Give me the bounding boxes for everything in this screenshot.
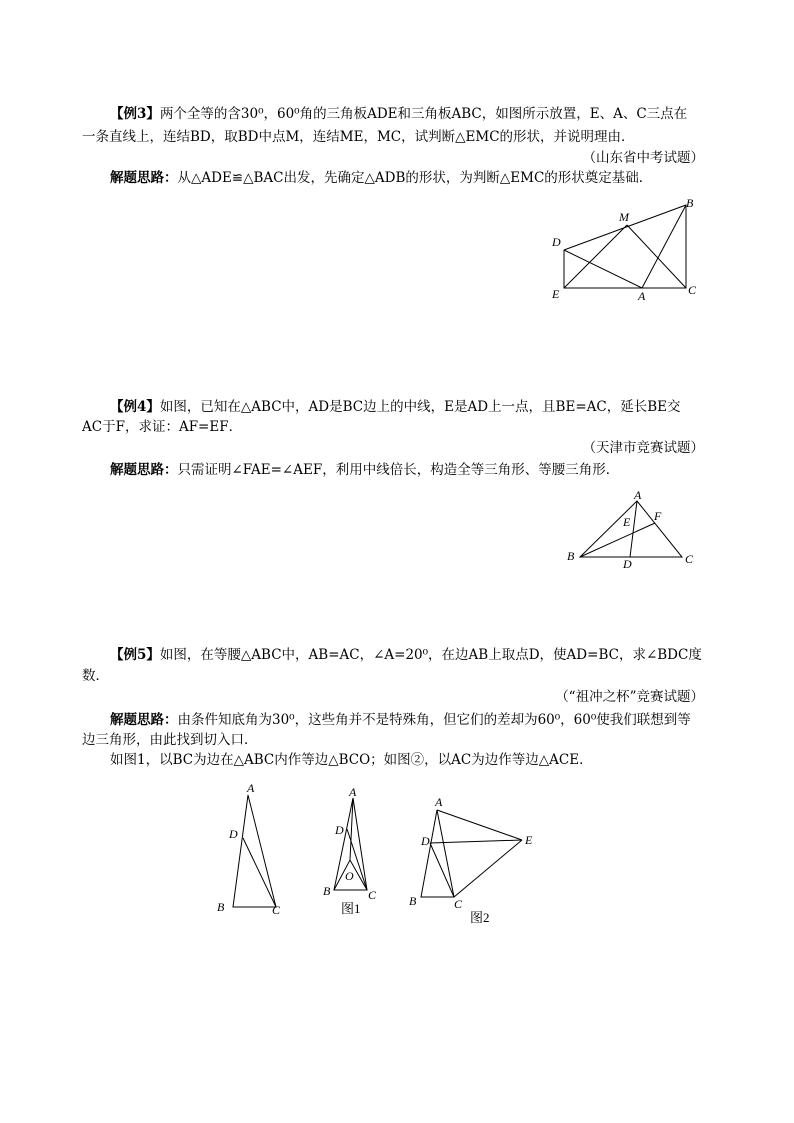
ex5-line1 bbox=[110, 645, 702, 665]
ex5-fig1-caption: 图1 bbox=[341, 901, 361, 916]
ex3-label-A: A bbox=[638, 289, 646, 303]
ex3-hint-text: 从△ADE≌△BAC出发，先确定△ADB的形状，为判断△EMC的形状奠定基础． bbox=[177, 170, 653, 186]
ex3-label: 【例3】 bbox=[110, 106, 160, 122]
ex5-f2-label-D: D bbox=[421, 834, 430, 848]
ex5-figure-2 bbox=[405, 790, 545, 925]
ex5-hint bbox=[110, 710, 691, 730]
ex3-label-B: B bbox=[686, 196, 694, 210]
ex5-figure-1 bbox=[318, 780, 388, 925]
ex5-line2: 数． bbox=[82, 668, 109, 684]
ex5-f1-label-A: A bbox=[349, 785, 357, 799]
ex3-label-C: C bbox=[688, 283, 697, 297]
ex3-line1 bbox=[110, 104, 687, 124]
ex4-label: 【例4】 bbox=[110, 399, 160, 415]
ex5-hint-label: 解题思路： bbox=[110, 712, 178, 728]
ex4-label-F: F bbox=[654, 509, 662, 523]
ex4-text-1: 如图，已知在△ABC中，AD是BC边上的中线，E是AD上一点，且BE=AC，延长BE交 bbox=[159, 399, 681, 415]
ex3-hint-label: 解题思路： bbox=[110, 170, 178, 186]
ex4-hint-text: 只需证明∠FAE=∠AEF，利用中线倍长，构造全等三角形、等腰三角形． bbox=[177, 462, 620, 478]
ex4-label-C: C bbox=[685, 552, 694, 566]
ex4-line1 bbox=[110, 397, 680, 417]
ex5-f0-label-A: A bbox=[247, 781, 255, 795]
ex4-source: （天津市竞赛试题） bbox=[582, 440, 704, 456]
ex5-text-1: 如图，在等腰△ABC中，AB=AC，∠A=20⁰，在边AB上取点D，使AD=BC，求∠BDC度 bbox=[159, 647, 702, 663]
ex5-f0-label-B: B bbox=[217, 900, 225, 914]
ex3-figure bbox=[540, 195, 710, 305]
ex3-label-D: D bbox=[552, 235, 561, 249]
ex5-f1-label-B: B bbox=[323, 884, 331, 898]
ex4-hint-label: 解题思路： bbox=[110, 462, 178, 478]
ex5-f2-label-C: C bbox=[454, 897, 463, 911]
ex4-label-A: A bbox=[634, 488, 642, 502]
ex4-figure bbox=[560, 485, 700, 570]
ex5-source: （“祖冲之杯”竞赛试题） bbox=[555, 689, 704, 705]
ex5-line3: 如图1，以BC为边在△ABC内作等边△BCO；如图②，以AC为边作等边△ACE． bbox=[110, 752, 593, 768]
ex5-f1-label-D: D bbox=[335, 823, 344, 837]
ex5-f2-label-E: E bbox=[525, 833, 533, 847]
ex5-f1-label-C: C bbox=[368, 888, 377, 902]
ex3-text-1: 两个全等的含30⁰，60⁰角的三角板ADE和三角板ABC，如图所示放置，E、A、C三点在 bbox=[159, 106, 688, 122]
ex3-source: （山东省中考试题） bbox=[582, 150, 704, 166]
ex3-label-M: M bbox=[619, 210, 629, 224]
ex3-label-E: E bbox=[552, 287, 560, 301]
ex4-label-B: B bbox=[567, 549, 575, 563]
ex5-hint-line2: 边三角形，由此找到切入口． bbox=[82, 732, 258, 748]
ex5-figure-0 bbox=[210, 778, 290, 918]
ex3-hint bbox=[110, 168, 652, 188]
ex5-hint-text-1: 由条件知底角为30⁰，这些角并不是特殊角，但它们的差却为60⁰，60⁰使我们联想到等 bbox=[177, 712, 691, 728]
ex4-label-D: D bbox=[623, 557, 632, 571]
ex5-label: 【例5】 bbox=[110, 647, 160, 663]
ex4-line2: AC于F，求证：AF=EF． bbox=[82, 419, 243, 435]
ex5-f0-label-C: C bbox=[272, 903, 281, 917]
ex5-f2-label-A: A bbox=[435, 795, 443, 809]
ex4-hint bbox=[110, 460, 619, 480]
ex4-label-E: E bbox=[623, 515, 631, 529]
ex5-f1-label-O: O bbox=[345, 869, 354, 883]
ex5-fig2-caption: 图2 bbox=[470, 910, 490, 925]
ex5-f0-label-D: D bbox=[229, 827, 238, 841]
ex5-f2-label-B: B bbox=[409, 894, 417, 908]
ex3-line2: 一条直线上，连结BD，取BD中点M，连结ME，MC，试判断△EMC的形状，并说明理由． bbox=[82, 129, 635, 145]
